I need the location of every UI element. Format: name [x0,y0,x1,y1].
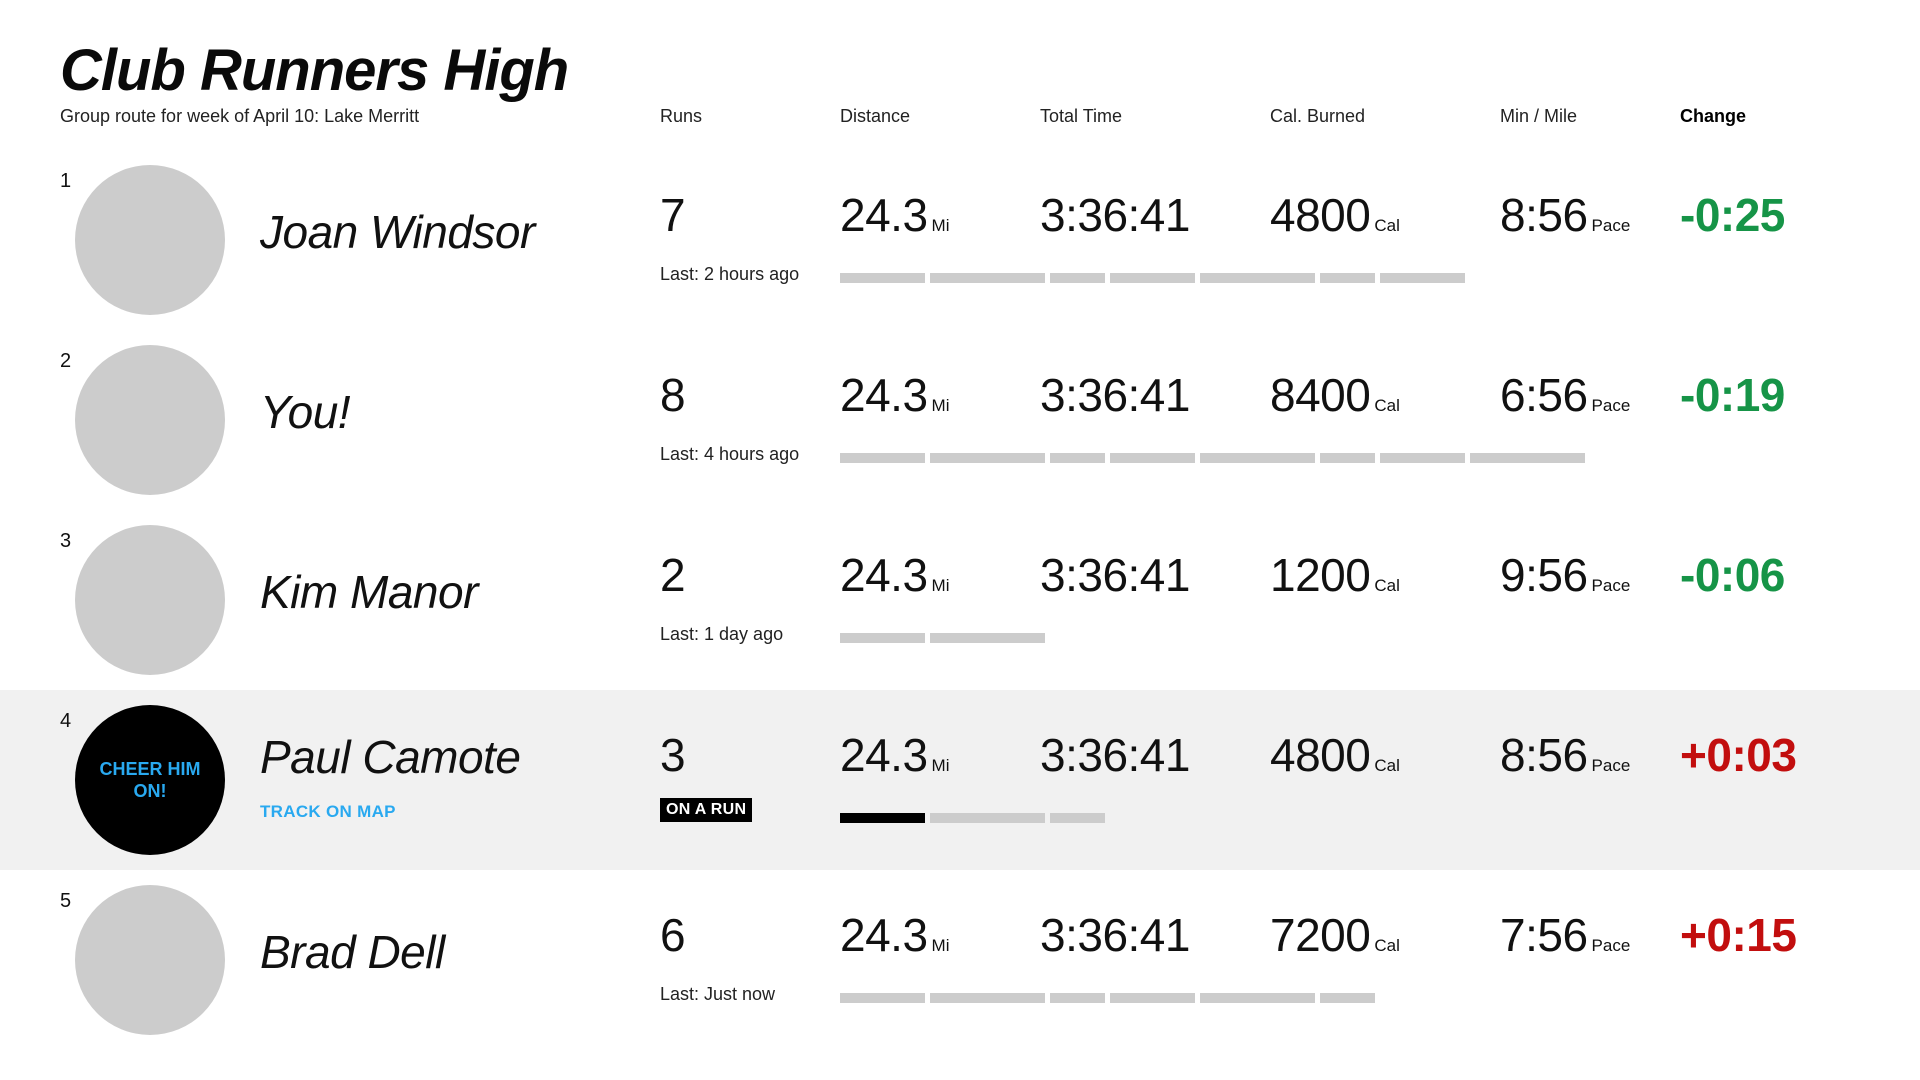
run-segment [1110,993,1195,1003]
rank-number: 5 [60,890,72,912]
pace-unit: Pace [1591,756,1631,775]
on-a-run-badge: ON A RUN [660,798,752,822]
run-segment [1320,993,1375,1003]
distance-value [840,368,949,422]
change-value: -0:19 [1680,369,1785,421]
calories-value [1270,188,1400,242]
run-segment [1200,453,1315,463]
avatar [75,165,225,315]
run-segment [1380,453,1465,463]
runs-count: 2 [660,549,686,601]
pace-value [1500,728,1630,782]
avatar [75,345,225,495]
run-segment [930,993,1045,1003]
change-value: +0:15 [1680,909,1797,961]
pace-number: 6:56 [1500,369,1588,421]
distance-unit: Mi [931,216,950,235]
table-row[interactable] [0,690,1920,870]
run-segment [840,273,925,283]
calories-unit: Cal [1374,756,1400,775]
table-row[interactable] [0,330,1920,510]
calories-value [1270,908,1400,962]
run-segment [1380,273,1465,283]
total-time-value: 3:36:41 [1040,729,1190,781]
run-segment [1050,993,1105,1003]
column-header-distance[interactable]: Distance [840,106,911,126]
page-title: Club Runners High [60,38,569,103]
column-header-cal-burned[interactable]: Cal. Burned [1270,106,1366,126]
change-value: -0:25 [1680,189,1785,241]
avatar [75,525,225,675]
run-segment [1320,273,1375,283]
last-run-status: Last: Just now [660,984,776,1004]
pace-value [1500,548,1630,602]
calories-value [1270,368,1400,422]
total-time-value: 3:36:41 [1040,189,1190,241]
run-progress-bar [840,813,1640,823]
cheer-button[interactable] [75,705,225,855]
total-time-value: 3:36:41 [1040,549,1190,601]
last-run-status: Last: 2 hours ago [660,264,800,284]
pace-number: 7:56 [1500,909,1588,961]
run-segment [840,453,925,463]
distance-unit: Mi [931,396,950,415]
total-time-value: 3:36:41 [1040,369,1190,421]
distance-unit: Mi [931,756,950,775]
run-segment [930,273,1045,283]
distance-value [840,728,949,782]
run-segment [1110,273,1195,283]
calories-unit: Cal [1374,936,1400,955]
runner-name: Joan Windsor [260,206,535,258]
page-subtitle: Group route for week of April 10: Lake Merritt [60,106,420,126]
distance-value [840,548,949,602]
runs-count: 3 [660,729,686,781]
pace-number: 8:56 [1500,189,1588,241]
distance-value [840,908,949,962]
calories-number: 4800 [1270,729,1371,781]
runner-name: You! [260,386,351,438]
column-header-total-time[interactable]: Total Time [1040,106,1123,126]
run-segment [1200,993,1315,1003]
distance-unit: Mi [931,576,950,595]
column-header-runs[interactable]: Runs [660,106,703,126]
distance-number: 24.3 [840,909,928,961]
column-header-pace[interactable]: Min / Mile [1500,106,1578,126]
pace-unit: Pace [1591,936,1631,955]
total-time-value: 3:36:41 [1040,909,1190,961]
runner-name: Brad Dell [260,926,445,978]
change-value: -0:06 [1680,549,1785,601]
calories-value [1270,548,1400,602]
run-segment [930,813,1045,823]
table-row[interactable] [0,150,1920,330]
distance-number: 24.3 [840,549,928,601]
pace-value [1500,188,1630,242]
run-progress-bar [840,273,1640,283]
change-value: +0:03 [1680,729,1797,781]
run-segment [840,633,925,643]
distance-number: 24.3 [840,729,928,781]
run-segment [1200,273,1315,283]
run-segment [840,813,925,823]
runner-name: Kim Manor [260,566,478,618]
calories-number: 7200 [1270,909,1371,961]
pace-value [1500,368,1630,422]
run-segment [840,993,925,1003]
runs-count: 7 [660,189,686,241]
run-segment [930,453,1045,463]
last-run-status: Last: 1 day ago [660,624,784,644]
table-row[interactable] [0,870,1920,1050]
pace-value [1500,908,1630,962]
calories-number: 1200 [1270,549,1371,601]
column-header-change[interactable]: Change [1680,106,1747,126]
pace-number: 8:56 [1500,729,1588,781]
calories-unit: Cal [1374,396,1400,415]
rank-number: 3 [60,530,72,552]
run-segment [1050,813,1105,823]
pace-unit: Pace [1591,216,1631,235]
rank-number: 2 [60,350,72,372]
run-progress-bar [840,633,1640,643]
last-run-status: Last: 4 hours ago [660,444,800,464]
runs-count: 8 [660,369,686,421]
distance-unit: Mi [931,936,950,955]
distance-number: 24.3 [840,369,928,421]
distance-value [840,188,949,242]
runner-name: Paul Camote [260,731,521,783]
run-progress-bar [840,993,1640,1003]
track-on-map-link[interactable]: TRACK ON MAP [260,802,396,821]
run-segment [1050,453,1105,463]
run-progress-bar [840,453,1640,463]
table-row[interactable] [0,510,1920,690]
avatar [75,885,225,1035]
cheer-label: CHEER HIM ON! [99,759,201,801]
calories-value [1270,728,1400,782]
run-segment [1050,273,1105,283]
calories-number: 8400 [1270,369,1371,421]
run-segment [1110,453,1195,463]
pace-unit: Pace [1591,396,1631,415]
calories-unit: Cal [1374,576,1400,595]
pace-number: 9:56 [1500,549,1588,601]
rank-number: 1 [60,170,72,192]
pace-unit: Pace [1591,576,1631,595]
calories-number: 4800 [1270,189,1371,241]
run-segment [1470,453,1585,463]
run-segment [930,633,1045,643]
calories-unit: Cal [1374,216,1400,235]
run-segment [1320,453,1375,463]
runs-count: 6 [660,909,686,961]
distance-number: 24.3 [840,189,928,241]
rank-number: 4 [60,710,72,732]
